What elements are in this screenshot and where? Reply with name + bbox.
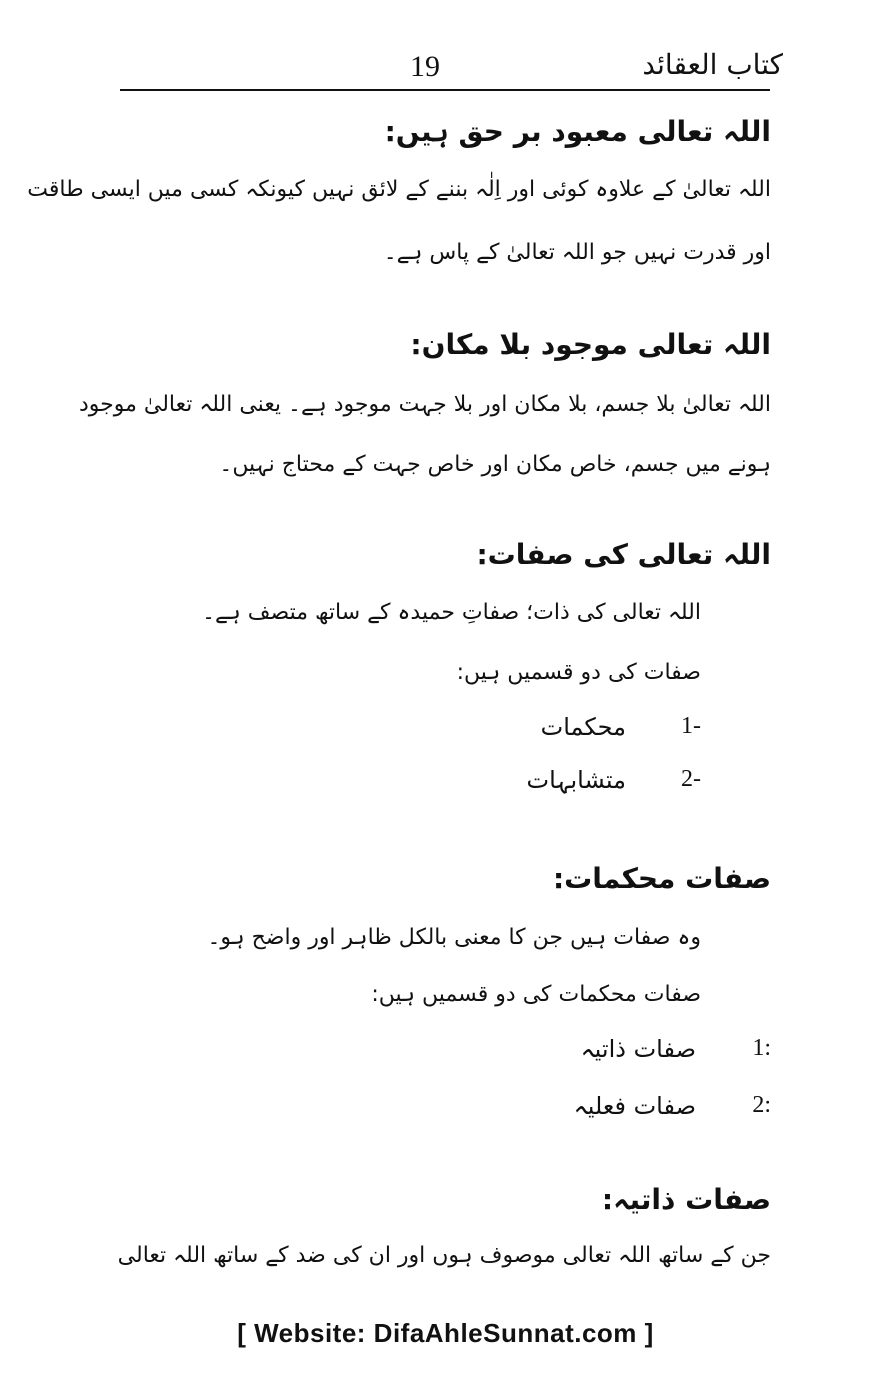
list-item-label: متشابہات	[526, 766, 626, 794]
list-item	[571, 1092, 771, 1132]
list-item-number: 1:	[752, 1035, 771, 1061]
list-item-label: صفات فعلیہ	[573, 1092, 696, 1120]
paragraph-line: اللہ تعالیٰ بلا جسم، بلا مکان اور بلا جہت موجود ہے۔ یعنی اللہ تعالیٰ موجود	[78, 392, 771, 417]
paragraph-line: صفات کی دو قسمیں ہیں:	[456, 660, 701, 685]
page-number: 19	[410, 50, 440, 83]
paragraph-line: ہونے میں جسم، خاص مکان اور خاص جہت کے محتاج نہیں۔	[219, 452, 771, 477]
section-heading: اللہ تعالی معبود بر حق ہیں:	[384, 115, 771, 148]
header-divider	[120, 89, 770, 91]
list-item-label: محکمات	[540, 713, 626, 741]
list-item	[501, 713, 701, 753]
paragraph-line: اللہ تعالی کی ذات؛ صفاتِ حمیدہ کے ساتھ متصف ہے۔	[202, 600, 701, 625]
book-title: کتاب العقائد	[642, 48, 783, 81]
section-heading: صفات محکمات:	[552, 862, 771, 895]
paragraph-line: جن کے ساتھ اللہ تعالی موصوف ہوں اور ان کی ضد کے ساتھ اللہ تعالی	[117, 1243, 771, 1268]
list-item-number: 1-	[681, 713, 701, 739]
section-heading: صفات ذاتیہ:	[601, 1183, 771, 1216]
list-item-number: 2-	[681, 766, 701, 792]
paragraph-line: وہ صفات ہیں جن کا معنی بالکل ظاہر اور واضح ہو۔	[207, 925, 701, 950]
paragraph-line: اور قدرت نہیں جو اللہ تعالیٰ کے پاس ہے۔	[383, 240, 771, 265]
website-footer: [ Website: DifaAhleSunnat.com ]	[237, 1318, 654, 1348]
section-heading: اللہ تعالی موجود بلا مکان:	[410, 328, 771, 361]
paragraph-line: اللہ تعالیٰ کے علاوہ کوئی اور اِلٰہ بننے کے لائق نہیں کیونکہ کسی میں ایسی طاقت	[27, 177, 771, 202]
paragraph-line: صفات محکمات کی دو قسمیں ہیں:	[371, 982, 701, 1007]
list-item-number: 2:	[752, 1092, 771, 1118]
list-item-label: صفات ذاتیہ	[580, 1035, 696, 1063]
section-heading: اللہ تعالی کی صفات:	[476, 538, 771, 571]
list-item	[501, 766, 701, 806]
list-item	[571, 1035, 771, 1075]
